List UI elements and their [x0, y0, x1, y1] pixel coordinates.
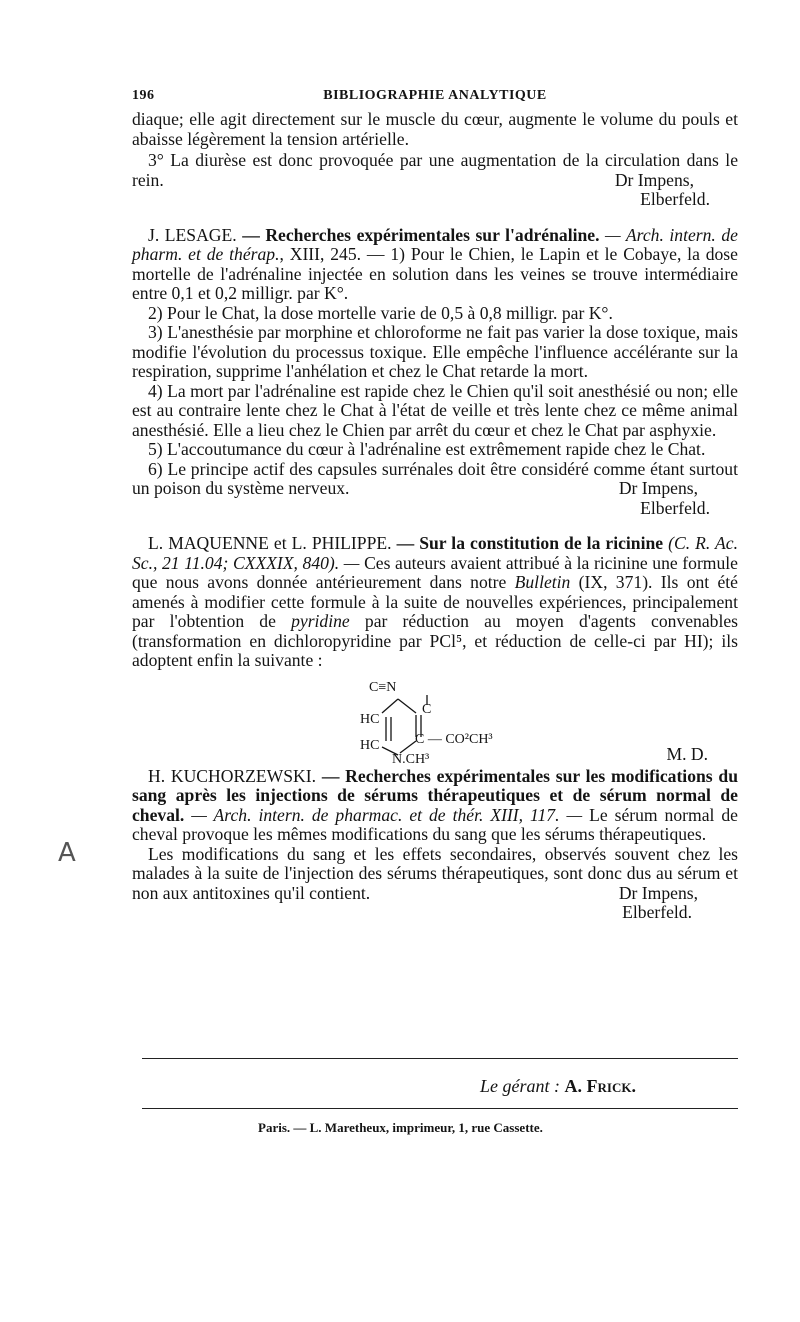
entry3-initials: M. D.: [666, 743, 708, 764]
formula-nch3: N.CH³: [392, 751, 430, 765]
entry4-author: H. KUCHORZEWSKI.: [148, 765, 317, 786]
entry2-ref: , XIII, 245. —: [279, 244, 385, 264]
entry3-text-c: par réduction au moyen d'agents convenables (transformation en dichloropyridine par PCl⁵, et réduction de celle-ci par HI); ils adoptent enfin la suivante :: [132, 611, 738, 670]
entry2-title: — Recherches expérimentales sur l'adrénaline.: [242, 224, 600, 245]
entry3-title: — Sur la constitution de la ricinine: [396, 533, 664, 553]
gerant-name: A. Frick.: [564, 1076, 636, 1096]
entry3-bulletin: Bulletin: [514, 572, 571, 592]
entry2-p2: 2) Pour le Chat, la dose mortelle varie de 0,5 à 0,8 milligr. par K°.: [148, 302, 613, 323]
entry4-p2: Les modifications du sang et les effets secondaires, observés souvent chez les malades à la suite de l'injection des sérums thérapeutiques, sont donc dus au sérum et non aux antitoxines qu'il contient.: [132, 843, 738, 903]
entry2-p4: 4) La mort par l'adrénaline est rapide chez le Chien qu'il soit anesthésié ou non; elle est au contraire lente chez le Chat à l'état de veille et très lente chez ce même animal anesthésié. Elle a lieu chez le Chien par arrêt du cœur et chez le Chat par asphyxie.: [132, 380, 738, 440]
entry4-ref: — Arch. intern. de pharmac. et de thér. XIII, 117. —: [191, 804, 583, 825]
entry1-signature-place: Elberfeld.: [640, 189, 710, 209]
footer-rule-bottom: [142, 1108, 738, 1109]
entry3-text-a: Ces auteurs avaient attribué à la ricinine une formule que nous avons donnée antérieurement dans notre: [132, 552, 738, 592]
entry3-ref: (C. R. Ac. Sc., 21 11.04; CXXXIX, 840). —: [132, 533, 738, 573]
entry2-p5: 5) L'accoutumance du cœur à l'adrénaline est extrêmement rapide chez le Chat.: [148, 439, 706, 459]
running-header: [132, 88, 738, 110]
margin-pencil-mark: A: [58, 838, 76, 868]
page-number: 196: [132, 88, 155, 103]
gerant-label: Le gérant :: [480, 1076, 560, 1096]
formula-hc-upper: HC: [360, 711, 380, 727]
entry4-signature-place: Elberfeld.: [622, 902, 692, 922]
entry3-body: [132, 534, 738, 671]
entry4-signature-name: Dr Impens,: [618, 882, 698, 903]
entry3-text-b: (IX, 371). Ils ont été amenés à modifier cette formule à la suite de nouvelles expériences, principalement par l'obtention de: [132, 572, 738, 631]
entry4-title: — Recherches expérimentales sur les modifications du sang après les injections de sérums thérapeutiques et de sérum normal de cheval.: [132, 765, 738, 825]
entry3-pyridine: pyridine: [291, 611, 350, 631]
entry3-author: L. MAQUENNE et L. PHILIPPE.: [148, 533, 392, 553]
formula-hc-lower: HC: [360, 737, 380, 753]
footer-rule-top: [142, 1058, 738, 1059]
entry2-heading: [132, 226, 738, 304]
entry2-signature-place: Elberfeld.: [640, 497, 710, 518]
entry1-signature-name: Dr Impens,: [614, 169, 694, 190]
entry1-continuation: diaque; elle agit directement sur le muscle du cœur, augmente le volume du pouls et abaisse légèrement la tension artérielle.: [132, 109, 738, 149]
page-body: [132, 88, 738, 923]
entry4-p1: Le sérum normal de cheval provoque les mêmes modifications du sang que les sérums thérapeutiques.: [132, 804, 738, 844]
ricinine-structure: [132, 677, 738, 765]
entry2-journal: — Arch. intern. de pharm. et de thérap.: [132, 224, 738, 264]
entry4-heading: [132, 767, 738, 845]
entry2-p6: 6) Le principe actif des capsules surrénales doit être considéré comme étant surtout un poison du système nerveux.: [132, 458, 738, 498]
formula-c-sub: C — CO²CH³: [415, 731, 493, 747]
formula-cn: C≡N: [369, 679, 397, 695]
entry2-signature-name: Dr Impens,: [618, 478, 698, 498]
entry2-p3: 3) L'anesthésie par morphine et chloroforme ne fait pas varier la dose toxique, mais modifie l'évolution du processus toxique. Elle empêche l'influence accélérante sur la respiration, supprime l'anhélation et chez le Chat retarde la mort.: [132, 322, 738, 381]
gerant-line: [480, 1076, 636, 1097]
entry2-p1: 1) Pour le Chien, le Lapin et le Cobaye, la dose mortelle de l'adrénaline injectée en solution dans les veines se trouve intermédiaire entre 0,1 et 0,2 milligr. par K°.: [132, 244, 738, 303]
printer-imprint: Paris. — L. Maretheux, imprimeur, 1, rue Cassette.: [258, 1120, 543, 1135]
entry2-author: J. LESAGE.: [148, 224, 237, 245]
ricinine-formula: [132, 677, 738, 765]
running-title: BIBLIOGRAPHIE ANALYTIQUE: [323, 88, 547, 103]
formula-c-right: C: [422, 701, 432, 717]
entry1-paragraph: 3° La diurèse est donc provoquée par une augmentation de la circulation dans le rein.: [132, 150, 738, 190]
